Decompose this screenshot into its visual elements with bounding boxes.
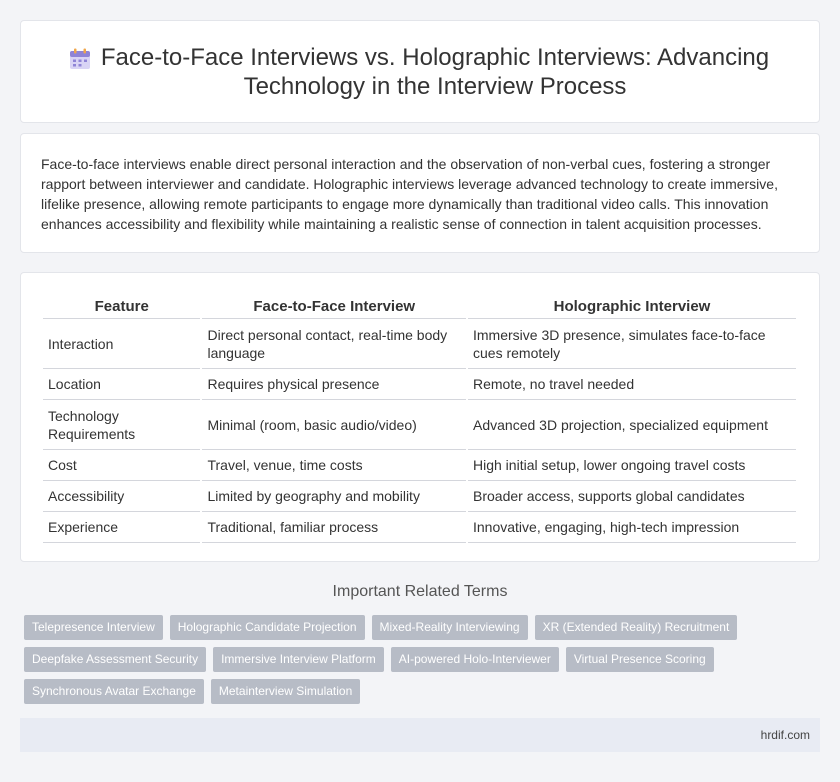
feature-cell: Cost xyxy=(43,450,200,481)
header-face-to-face: Face-to-Face Interview xyxy=(202,295,466,319)
feature-cell: Technology Requirements xyxy=(43,400,200,450)
term-tag[interactable]: Synchronous Avatar Exchange xyxy=(24,679,204,704)
table-row xyxy=(43,450,796,481)
table-row xyxy=(43,400,796,450)
table-header-row xyxy=(43,295,796,319)
table-row xyxy=(43,319,796,369)
footer xyxy=(20,718,820,752)
face-to-face-cell: Direct personal contact, real-time body language xyxy=(202,319,466,369)
face-to-face-cell: Requires physical presence xyxy=(202,369,466,400)
term-tag[interactable]: Mixed-Reality Interviewing xyxy=(372,615,528,640)
term-tag[interactable]: Virtual Presence Scoring xyxy=(566,647,714,672)
table-row xyxy=(43,512,796,543)
comparison-table xyxy=(41,295,798,543)
holographic-cell: Broader access, supports global candidates xyxy=(468,481,796,512)
header-holographic: Holographic Interview xyxy=(468,295,796,319)
term-tag[interactable]: Immersive Interview Platform xyxy=(213,647,384,672)
face-to-face-cell: Travel, venue, time costs xyxy=(202,450,466,481)
term-tag[interactable]: Metainterview Simulation xyxy=(211,679,360,704)
holographic-cell: Innovative, engaging, high-tech impression xyxy=(468,512,796,543)
title-card xyxy=(20,20,820,123)
related-terms-list xyxy=(24,615,824,711)
feature-cell: Accessibility xyxy=(43,481,200,512)
face-to-face-cell: Minimal (room, basic audio/video) xyxy=(202,400,466,450)
face-to-face-cell: Traditional, familiar process xyxy=(202,512,466,543)
term-tag[interactable]: Deepfake Assessment Security xyxy=(24,647,206,672)
term-tag[interactable]: AI-powered Holo-Interviewer xyxy=(391,647,559,672)
holographic-cell: Remote, no travel needed xyxy=(468,369,796,400)
holographic-cell: High initial setup, lower ongoing travel costs xyxy=(468,450,796,481)
footer-site-link[interactable]: hrdif.com xyxy=(760,728,810,742)
intro-card xyxy=(20,133,820,253)
term-tag[interactable]: XR (Extended Reality) Recruitment xyxy=(535,615,738,640)
feature-cell: Location xyxy=(43,369,200,400)
table-row xyxy=(43,369,796,400)
table-row xyxy=(43,481,796,512)
holographic-cell: Immersive 3D presence, simulates face-to-face cues remotely xyxy=(468,319,796,369)
face-to-face-cell: Limited by geography and mobility xyxy=(202,481,466,512)
term-tag[interactable]: Holographic Candidate Projection xyxy=(170,615,365,640)
holographic-cell: Advanced 3D projection, specialized equipment xyxy=(468,400,796,450)
related-terms-title: Important Related Terms xyxy=(332,583,508,600)
feature-cell: Interaction xyxy=(43,319,200,369)
header-feature: Feature xyxy=(43,295,200,319)
intro-paragraph: Face-to-face interviews enable direct personal interaction and the observation of non-verbal cues, fostering a stronger rapport between interviewer and candidate. Holographic interviews leverage advanced technology to create immersive, lifelike presence, allowing remote participants to engage more dynamically than traditional video calls. This innovation enhances accessibility and flexibility while maintaining a realistic sense of connection in talent acquisition processes. xyxy=(41,156,778,232)
page-title: Face-to-Face Interviews vs. Holographic Interviews: Advancing Technology in the Interview Process xyxy=(100,44,770,100)
feature-cell: Experience xyxy=(43,512,200,543)
term-tag[interactable]: Telepresence Interview xyxy=(24,615,163,640)
comparison-card xyxy=(20,272,820,562)
